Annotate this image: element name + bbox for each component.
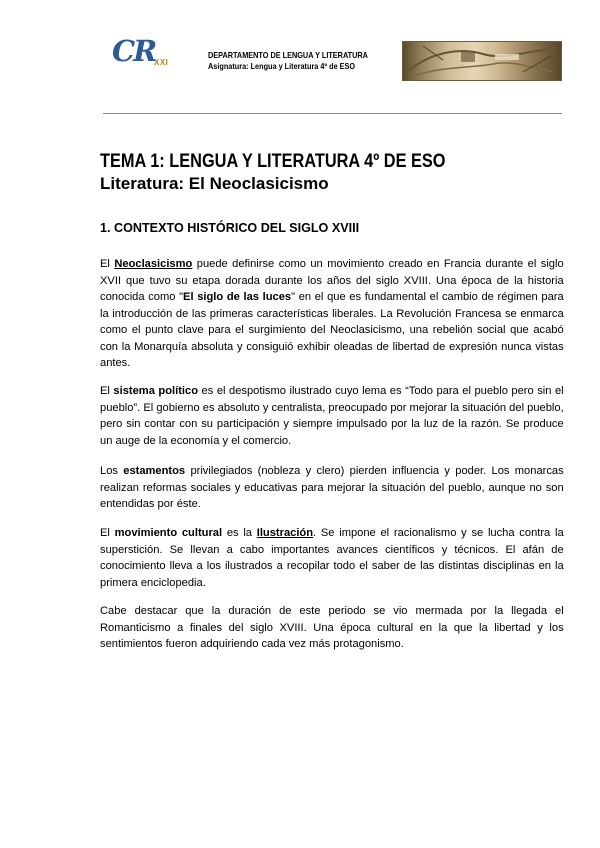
page-header [0, 0, 600, 115]
paragraph-romanticismo: Cabe destacar que la duración de este periodo se vio mermada por la llegada el Romanticismo a finales del siglo XVIII. Una época cultural en la que la libertad y los sentimientos fueron adquiriendo cada vez más protagonismo. [100, 605, 564, 650]
logo-suffix: XXI [154, 58, 169, 67]
document-subtitle: Literatura: El Neoclasicismo [100, 174, 329, 193]
paragraph-sistema-politico: El sistema político es el despotismo ilustrado cuyo lema es “Todo para el pueblo pero sin el pueblo”. El gobierno es absoluto y centralista, preocupado por mejorar la situación del pueblo, pero sin contar con su participación y siempre impulsado por la luz de la razón. Se produce un auge de la economía y el comercio. [100, 385, 564, 447]
school-logo [112, 36, 182, 76]
header-divider [103, 113, 562, 114]
paragraph-neoclasicismo: El Neoclasicismo puede definirse como un movimiento creado en Francia durante el siglo XVII que tuvo su etapa dorada durante los años del siglo XVIII. Una época de la historia conocida como "El siglo de las luces" en el que es fundamental el cambio de régimen para la introducción de las primeras características liberales. La Revolución Francesa se enmarca como el punto clave para el surgimiento del Neoclasicismo, una rebelión social que acabó con la Monarquía absoluta y consiguió exhibir oleadas de libertad de expresión nunca vistas antes. [100, 258, 564, 369]
term-sistema-politico: sistema político [113, 385, 199, 397]
banner-drawing [403, 42, 561, 80]
term-neoclasicismo: Neoclasicismo [114, 258, 193, 270]
department-name: DEPARTAMENTO DE LENGUA Y LITERATURA [208, 50, 368, 60]
paragraph-movimiento-cultural: El movimiento cultural es la Ilustración. Se impone el racionalismo y se lucha contra la superstición. Se llevan a cabo importantes avances científicos y técnicos. El afán de conocimiento lleva a los ilustrados a recopilar todo el saber de las distintas disciplinas en la primera enciclopedia. [100, 527, 564, 589]
subject-name: Asignatura: Lengua y Literatura 4º de ESO [208, 61, 356, 71]
document-title: TEMA 1: LENGUA Y LITERATURA 4º DE ESO [100, 151, 446, 172]
section-heading: 1. CONTEXTO HISTÓRICO DEL SIGLO XVIII [100, 221, 360, 235]
term-siglo-luces: El siglo de las luces [183, 291, 292, 303]
paragraph-estamentos: Los estamentos privilegiados (nobleza y clero) pierden influencia y poder. Los monarcas realizan reformas sociales y educativas para mejorar la situación del pueblo, aunque no son entendidas por éste. [100, 465, 564, 510]
header-banner-image [402, 41, 562, 81]
term-movimiento-cultural: movimiento cultural [114, 527, 223, 539]
department-info [208, 50, 368, 72]
term-ilustracion: Ilustración [256, 527, 314, 539]
logo-initials: CR [112, 34, 156, 68]
term-estamentos: estamentos [123, 465, 186, 477]
